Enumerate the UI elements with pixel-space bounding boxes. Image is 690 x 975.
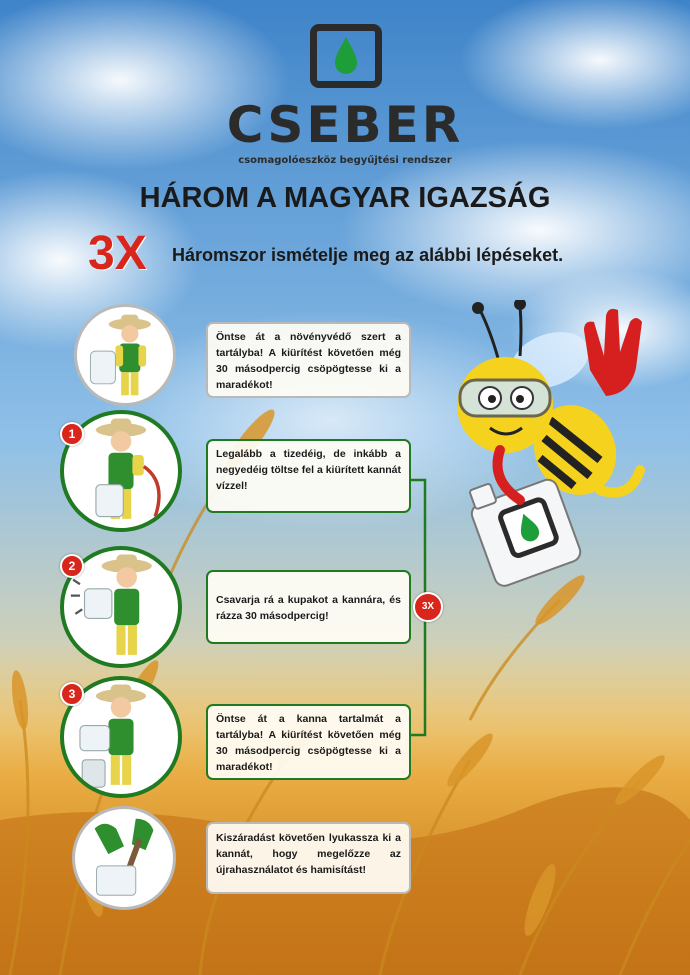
logo-frame xyxy=(310,24,382,88)
step-number: 3 xyxy=(60,682,84,706)
step-illustration xyxy=(74,304,176,406)
step-text: Kiszáradást követően lyukassza ki a kannát, hogy megelőzze az újrahasználatot és hamisítást! xyxy=(206,822,411,894)
step-text: Öntse át a növényvédő szert a tartályba! A kiürítést követően még 30 másodpercig csöpögtesse ki a maradékot! xyxy=(206,322,411,398)
repeat-badge: 3X xyxy=(88,227,147,280)
farmer-pouring-icon xyxy=(77,307,173,403)
brand-name: CSEBER xyxy=(226,96,464,154)
brand-tagline: csomagolóeszköz begyűjtési rendszer xyxy=(238,155,452,166)
step-number: 1 xyxy=(60,422,84,446)
bee-mascot-illustration xyxy=(440,300,670,590)
loop-badge: 3X xyxy=(413,592,443,622)
step-text: Legalább a tizedéig, de inkább a negyedéig töltse fel a kiürített kannát vízzel! xyxy=(206,439,411,513)
step-text: Csavarja rá a kupakot a kannára, és rázza 30 másodpercig! xyxy=(206,570,411,644)
droplet-icon xyxy=(317,31,375,81)
repeat-instruction: Háromszor ismételje meg az alábbi lépéseket. xyxy=(172,245,564,265)
step-illustration xyxy=(72,806,176,910)
page-title: HÁROM A MAGYAR IGAZSÁG xyxy=(139,182,551,214)
puncture-canister-icon xyxy=(75,809,173,907)
step-text: Öntse át a kanna tartalmát a tartályba! A kiürítést követően még 30 másodpercig csöpögtesse ki a maradékot! xyxy=(206,704,411,780)
step-number: 2 xyxy=(60,554,84,578)
